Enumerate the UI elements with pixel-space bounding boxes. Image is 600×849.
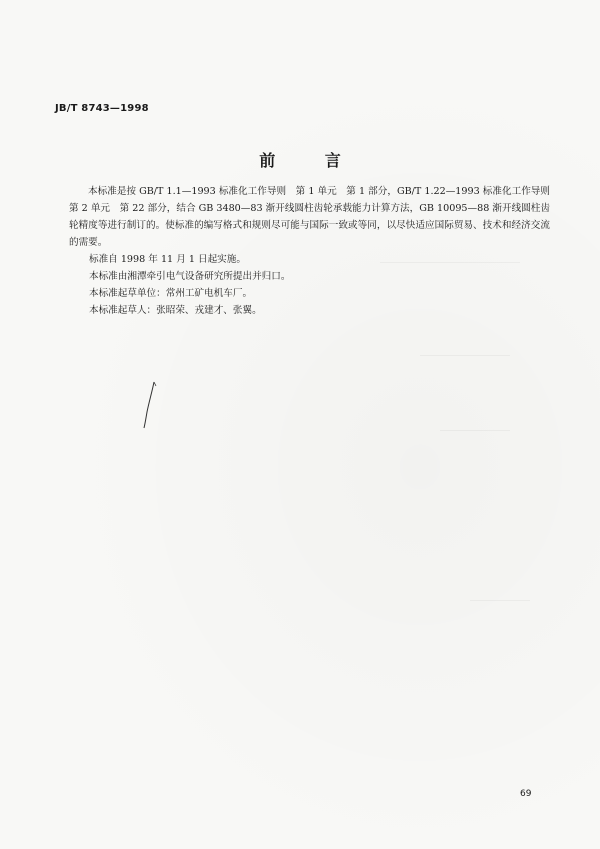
preface-paragraph: 本标准起草单位：常州工矿电机车厂。 <box>89 288 253 299</box>
show-through-mark <box>420 355 510 356</box>
page-number: 69 <box>520 789 532 799</box>
page-title: 前 言 <box>259 151 363 170</box>
preface-paragraph: 标准自 1998 年 11 月 1 日起实施。 <box>89 254 246 265</box>
preface-paragraph: 本标准是按 GB/T 1.1—1993 标准化工作导则 第 1 单元 第 1 部分，GB/T 1.22—1993 标准化工作导则 第 2 单元 第 22 部分，结合 GB 3480—83 渐开线圆柱齿轮承载能力计算方法，GB 10095—88 渐开线圆柱齿轮精度等进行制订的。使标准的编写格式和规则尽可能与国际一致或等同，以尽快适应国际贸易、技术和经济交流的需要。 <box>69 186 560 248</box>
standard-number: JB/T 8743—1998 <box>55 103 149 114</box>
preface-paragraph: 本标准起草人：张昭荣、戎建才、张翼。 <box>89 305 262 316</box>
preface-body <box>69 183 560 319</box>
preface-paragraph: 本标准由湘潭牵引电气设备研究所提出并归口。 <box>89 271 291 282</box>
pen-stroke-mark <box>140 380 170 430</box>
show-through-mark <box>470 600 530 601</box>
show-through-mark <box>440 430 510 431</box>
